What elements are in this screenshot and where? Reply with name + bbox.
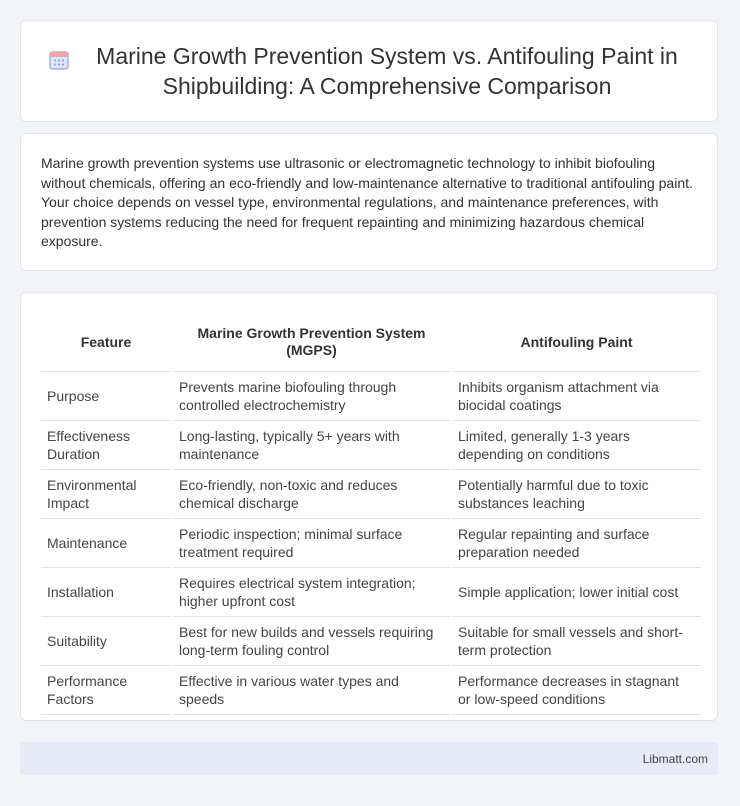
antifouling-cell: Performance decreases in stagnant or low-speed conditions bbox=[452, 666, 701, 715]
feature-cell: Suitability bbox=[41, 617, 171, 666]
feature-cell: Environmental Impact bbox=[41, 470, 171, 519]
footer-brand: Libmatt.com bbox=[642, 751, 708, 766]
mgps-cell: Prevents marine biofouling through controlled electrochemistry bbox=[173, 372, 450, 421]
feature-cell: Installation bbox=[41, 568, 171, 617]
table-row bbox=[41, 666, 701, 715]
mgps-cell: Periodic inspection; minimal surface treatment required bbox=[173, 519, 450, 568]
footer-bar bbox=[20, 742, 718, 775]
mgps-cell: Long-lasting, typically 5+ years with maintenance bbox=[173, 421, 450, 470]
antifouling-cell: Inhibits organism attachment via biocidal coatings bbox=[452, 372, 701, 421]
calendar-icon bbox=[47, 48, 71, 72]
table-row bbox=[41, 519, 701, 568]
feature-cell: Maintenance bbox=[41, 519, 171, 568]
antifouling-cell: Limited, generally 1-3 years depending on conditions bbox=[452, 421, 701, 470]
mgps-cell: Eco-friendly, non-toxic and reduces chemical discharge bbox=[173, 470, 450, 519]
column-header-antifouling-paint: Antifouling Paint bbox=[452, 313, 701, 372]
table-row bbox=[41, 470, 701, 519]
column-header-mgps: Marine Growth Prevention System (MGPS) bbox=[173, 313, 450, 372]
table-row bbox=[41, 421, 701, 470]
feature-cell: Effectiveness Duration bbox=[41, 421, 171, 470]
mgps-cell: Effective in various water types and speeds bbox=[173, 666, 450, 715]
table-row bbox=[41, 372, 701, 421]
table-row bbox=[41, 617, 701, 666]
feature-cell: Purpose bbox=[41, 372, 171, 421]
antifouling-cell: Potentially harmful due to toxic substances leaching bbox=[452, 470, 701, 519]
mgps-cell: Requires electrical system integration; higher upfront cost bbox=[173, 568, 450, 617]
intro-card bbox=[20, 133, 718, 271]
antifouling-cell: Simple application; lower initial cost bbox=[452, 568, 701, 617]
antifouling-cell: Suitable for small vessels and short-term protection bbox=[452, 617, 701, 666]
antifouling-cell: Regular repainting and surface preparation needed bbox=[452, 519, 701, 568]
page-title: Marine Growth Prevention System vs. Antifouling Paint in Shipbuilding: A Comprehensive Comparison bbox=[96, 43, 678, 99]
comparison-card bbox=[20, 292, 718, 721]
feature-cell: Performance Factors bbox=[41, 666, 171, 715]
column-header-feature: Feature bbox=[41, 313, 171, 372]
intro-text: Marine growth prevention systems use ultrasonic or electromagnetic technology to inhibit biofouling without chemicals, offering an eco-friendly and low-maintenance alternative to traditional antifouling paint. Your choice depends on vessel type, environmental regulations, and maintenance preferences, with prevention systems reducing the need for frequent repainting and minimizing hazardous chemical exposure. bbox=[41, 155, 693, 249]
mgps-cell: Best for new builds and vessels requiring long-term fouling control bbox=[173, 617, 450, 666]
table-header-row bbox=[41, 313, 701, 372]
header-card bbox=[20, 20, 718, 122]
table-row bbox=[41, 568, 701, 617]
comparison-table bbox=[39, 313, 703, 715]
